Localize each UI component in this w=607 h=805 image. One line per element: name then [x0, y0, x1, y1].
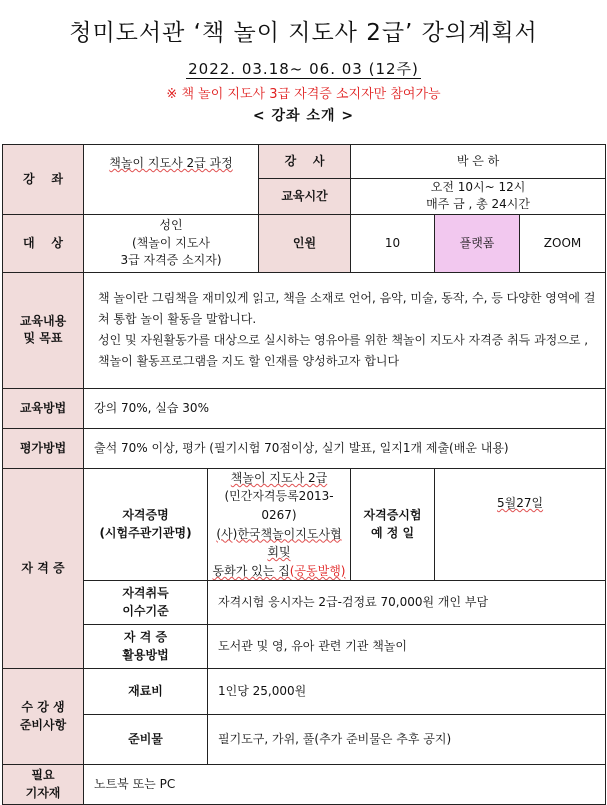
eligibility-notice: ※ 책 놀이 지도사 3급 자격증 소지자만 참여가능: [166, 87, 441, 102]
table-row: [3, 428, 606, 468]
target-label: 대 상: [3, 214, 84, 272]
platform-value: ZOOM: [520, 214, 606, 272]
capacity-label: 인원: [259, 214, 351, 272]
table-row: [3, 145, 606, 179]
acquire-label: 자격취득 이수기준: [84, 581, 208, 625]
supplies-value: 필기도구, 가위, 풀(추가 준비물은 추후 공지): [208, 715, 606, 765]
equipment-value: 노트북 또는 PC: [84, 765, 606, 805]
eval-label: 평가방법: [3, 428, 84, 468]
platform-label: 플랫폼: [435, 214, 520, 272]
exam-date-text: 5월27일: [496, 495, 544, 510]
course-name-text: 책놀이 지도사 2급 과정: [109, 156, 233, 170]
course-period-text: 2022. 03.18~ 06. 03 (12주): [188, 60, 419, 78]
lecturer-label: 강 사: [259, 145, 351, 179]
capacity-value: 10: [351, 214, 435, 272]
eval-value: 출석 70% 이상, 평가 (필기시험 70점이상, 실기 발표, 일지1개 제출(배운 내용): [84, 428, 606, 468]
course-period: [0, 58, 607, 79]
material-fee-value: 1인당 25,000원: [208, 669, 606, 715]
usage-value: 도서관 및 영, 유아 관련 기관 책놀이: [208, 625, 606, 669]
prep-label: 수 강 생 준비사항: [3, 669, 84, 765]
material-fee-label: 재료비: [84, 669, 208, 715]
intro-heading: < 강좌 소개 >: [252, 108, 355, 124]
method-value: 강의 70%, 실습 30%: [84, 388, 606, 428]
cert-name-value: [208, 468, 351, 581]
course-info-table: [2, 144, 606, 805]
equipment-label: 필요 기자재: [3, 765, 84, 805]
table-row: [3, 214, 606, 272]
exam-date-label: 자격증시험 예 정 일: [351, 468, 435, 581]
usage-label: 자 격 증 활용방법: [84, 625, 208, 669]
table-row: [3, 388, 606, 428]
page-title: 청미도서관 ‘책 놀이 지도사 2급’ 강의계획서: [69, 20, 538, 46]
course-label: 강 좌: [3, 145, 84, 215]
table-row: [3, 468, 606, 581]
cert-name-line1: 책놀이 지도사 2급: [230, 470, 328, 485]
method-label: 교육방법: [3, 388, 84, 428]
table-row: [3, 715, 606, 765]
co-issue-note: (공동발행): [289, 563, 346, 578]
table-row: [3, 669, 606, 715]
lecturer-name: 박 은 하: [351, 145, 606, 179]
supplies-label: 준비물: [84, 715, 208, 765]
time-label: 교육시간: [259, 179, 351, 215]
time-value: 오전 10시~ 12시 매주 금 , 총 24시간: [351, 179, 606, 215]
target-value: 성인 (책놀이 지도사 3급 자격증 소지자): [84, 214, 259, 272]
cert-label: 자 격 증: [3, 468, 84, 669]
goal-text: 책 놀이란 그림책을 재미있게 읽고, 책을 소재로 언어, 음악, 미술, 동작, 수, 등 다양한 영역에 걸쳐 통합 놀이 활동을 말합니다. 성인 및 자원활동가를 대상으로 실시하는 영유아를 위한 책놀이 지도사 자격증 취득 과정으로 , 책놀이 활동프로그램을 지도 할 인재를 양성하고자 합니다: [84, 272, 606, 388]
table-row: [3, 581, 606, 625]
acquire-value: 자격시험 응시자는 2급-검정료 70,000원 개인 부담: [208, 581, 606, 625]
cert-name-line2: (민간자격등록2013-0267): [224, 489, 334, 522]
cert-name-line3: (사)한국책놀이지도사협회및: [216, 526, 342, 560]
table-row: [3, 625, 606, 669]
cert-name-line4: 동화가 있는 집: [212, 563, 290, 578]
cert-name-label: 자격증명 (시험주관기관명): [84, 468, 208, 581]
exam-date-value: [435, 468, 606, 581]
table-row: [3, 272, 606, 388]
course-name: [84, 145, 259, 215]
goal-label: 교육내용 및 목표: [3, 272, 84, 388]
